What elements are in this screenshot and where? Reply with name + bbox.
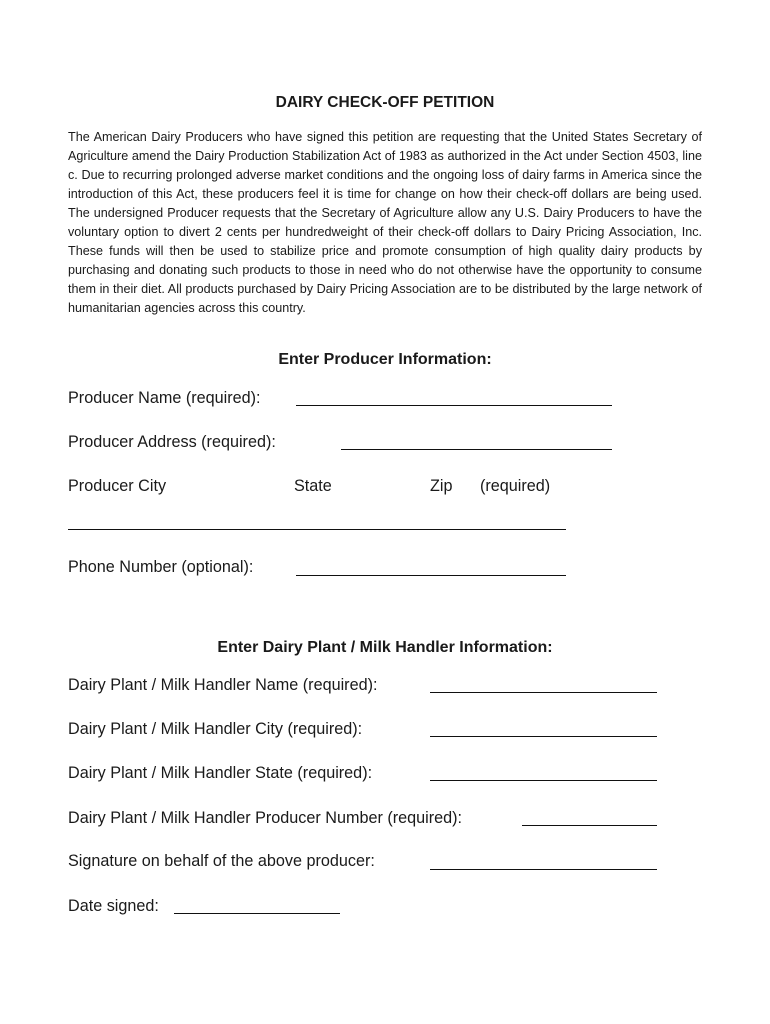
required-note: (required): [480, 477, 551, 495]
producer-section-heading: Enter Producer Information:: [278, 351, 492, 368]
producer-address-label: Producer Address (required):: [68, 433, 276, 451]
producer-name-field[interactable]: [296, 405, 612, 406]
phone-number-label: Phone Number (optional):: [68, 558, 254, 576]
plant-city-label: Dairy Plant / Milk Handler City (required):: [68, 720, 363, 738]
document-title: DAIRY CHECK-OFF PETITION: [275, 94, 495, 111]
phone-number-field[interactable]: [296, 575, 566, 576]
plant-city-field[interactable]: [430, 736, 657, 737]
plant-producer-number-field[interactable]: [522, 825, 657, 826]
plant-name-field[interactable]: [430, 692, 657, 693]
plant-state-label: Dairy Plant / Milk Handler State (required):: [68, 764, 373, 782]
signature-label: Signature on behalf of the above producer:: [68, 852, 375, 870]
intro-paragraph: The American Dairy Producers who have signed this petition are requesting that the United States Secretary of Agriculture amend the Dairy Production Stabilization Act of 1983 as authorized in the Act under Section 4503, line c. Due to recurring prolonged adverse market conditions and the ongoing loss of dairy farms in America since the introduction of this Act, these producers feel it is time for change on how their check-off dollars are being used. The undersigned Producer requests that the Secretary of Agriculture allow any U.S. Dairy Producers to have the voluntary option to divert 2 cents per hundredweight of their check-off dollars to Dairy Pricing Association, Inc. These funds will then be used to stabilize price and promote consumption of high quality dairy products by purchasing and donating such products to those in need who do not otherwise have the opportunity to consume them in their diet. All products purchased by Dairy Pricing Association are to be distributed by the large network of humanitarian agencies across this country.: [68, 130, 702, 315]
producer-city-label: Producer City: [68, 477, 167, 495]
plant-producer-number-label: Dairy Plant / Milk Handler Producer Number (required):: [68, 809, 463, 827]
signature-field[interactable]: [430, 869, 657, 870]
plant-state-field[interactable]: [430, 780, 657, 781]
producer-state-label: State: [294, 477, 332, 495]
producer-name-label: Producer Name (required):: [68, 389, 261, 407]
producer-address-field[interactable]: [341, 449, 612, 450]
plant-name-label: Dairy Plant / Milk Handler Name (required):: [68, 676, 378, 694]
plant-section-heading: Enter Dairy Plant / Milk Handler Information:: [217, 639, 553, 656]
producer-city-state-zip-field[interactable]: [68, 529, 566, 530]
producer-zip-label: Zip: [430, 477, 453, 495]
date-signed-field[interactable]: [174, 913, 340, 914]
date-signed-label: Date signed:: [68, 897, 159, 915]
